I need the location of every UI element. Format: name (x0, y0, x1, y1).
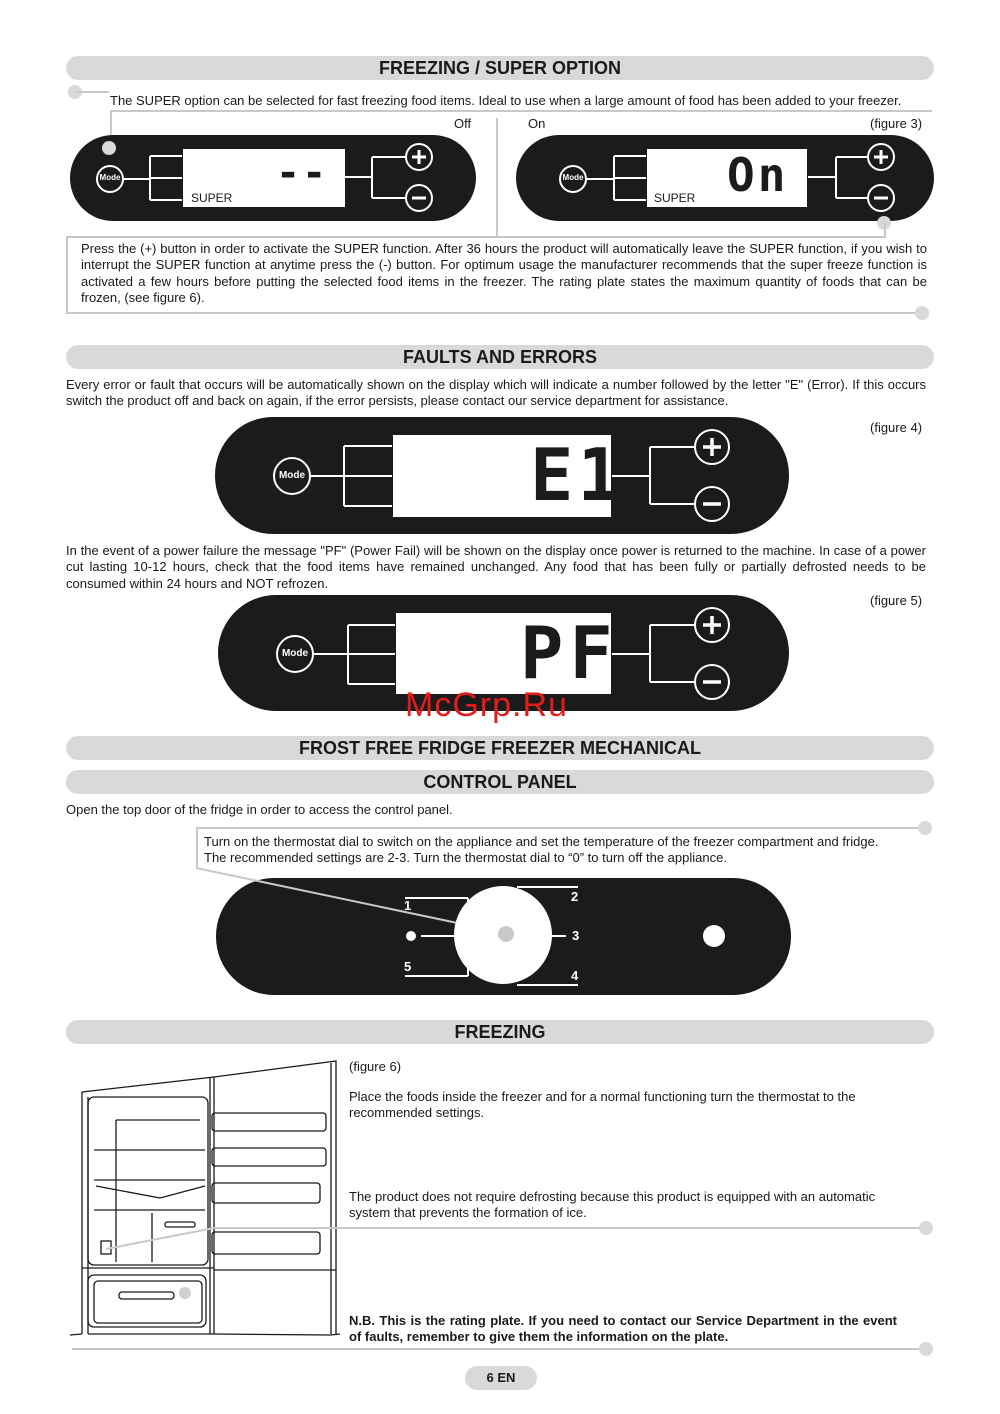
page-number: 6 EN (465, 1366, 537, 1390)
mode-button-e1[interactable]: Mode (278, 470, 306, 481)
thermostat-callout-text: Turn on the thermostat dial to switch on the appliance and set the temperature of the freezer compartment and fridge. The recommended settings are 2-3. Turn the thermostat dial to “0” to turn off the appliance. (204, 834, 879, 866)
label-on: On (528, 116, 546, 131)
figure-4-label: (figure 4) (870, 420, 923, 435)
callout-dot (919, 1221, 933, 1235)
section-title-freezing: FREEZING (66, 1020, 934, 1044)
section-title-control-panel: CONTROL PANEL (66, 770, 934, 794)
section-title-freezing-super: FREEZING / SUPER OPTION (66, 56, 934, 80)
lcd-value-on: On (727, 148, 789, 202)
dial-number-2: 2 (571, 889, 579, 904)
lcd-label-super: SUPER (654, 191, 696, 205)
power-fail-text: In the event of a power failure the message "PF" (Power Fail) will be shown on the display once power is returned to the machine. In case of a power cut lasting 10-12 hours, check that the food items have remained unchanged. Any food that has been fully or partially defrosted needs to be consumed within 24 hours and NOT refrozen. (66, 543, 926, 591)
freezing-paragraph-2: The product does not require defrosting because this product is equipped with an automatic system that prevents the formation of ice. (349, 1189, 876, 1221)
watermark: McGrp.Ru (405, 686, 568, 724)
super-intro-text: The SUPER option can be selected for fast freezing food items. Ideal to use when a large amount of food has been added to your freezer. (110, 93, 902, 108)
figure-5-label: (figure 5) (870, 593, 923, 608)
lcd-value-off: -- (276, 150, 329, 196)
mode-button-on[interactable]: Mode (562, 173, 584, 182)
super-body-text: Press the (+) button in order to activate the SUPER function. After 36 hours the product will automatically leave the SUPER function, if you wish to interrupt the SUPER function at anytime press the (-) button. For optimum usage the manufacturer recommends that the super freeze function is activated a few hours before putting the selected food items in the freezer. The rating plate states the maximum quantity of foods that can be frozen, (see figure 6). (81, 241, 927, 305)
mode-button-pf[interactable]: Mode (281, 648, 309, 659)
figure-6-label: (figure 6) (349, 1059, 402, 1074)
dial-number-4: 4 (571, 968, 579, 983)
lcd-value-pf: PF (520, 611, 619, 695)
lcd-value-e1: E1 (530, 433, 625, 517)
section-title-mechanical: FROST FREE FRIDGE FREEZER MECHANICAL (66, 736, 934, 760)
control-panel-intro: Open the top door of the fridge in order to access the control panel. (66, 802, 453, 817)
section-title-faults: FAULTS AND ERRORS (66, 345, 934, 369)
lcd-label-super: SUPER (191, 191, 233, 205)
faults-intro-text: Every error or fault that occurs will be automatically shown on the display which will indicate a number followed by the letter "E" (Error). If this occurs switch the product off and back on again, if the error persists, please contact our service department for assistance. (66, 377, 926, 409)
freezing-paragraph-1: Place the foods inside the freezer and for a normal functioning turn the thermostat to the recommended settings. (349, 1089, 856, 1121)
rating-plate-note: N.B. This is the rating plate. If you need to contact our Service Department in the event of faults, remember to give them the information on the plate. (349, 1313, 897, 1345)
dial-number-3: 3 (572, 928, 580, 943)
figure-3-label: (figure 3) (870, 116, 923, 131)
dial-number-5: 5 (404, 959, 412, 974)
callout-dot (919, 1342, 933, 1356)
mode-button-off[interactable]: Mode (99, 173, 121, 182)
dial-number-1: 1 (404, 898, 412, 913)
label-off: Off (454, 116, 472, 131)
